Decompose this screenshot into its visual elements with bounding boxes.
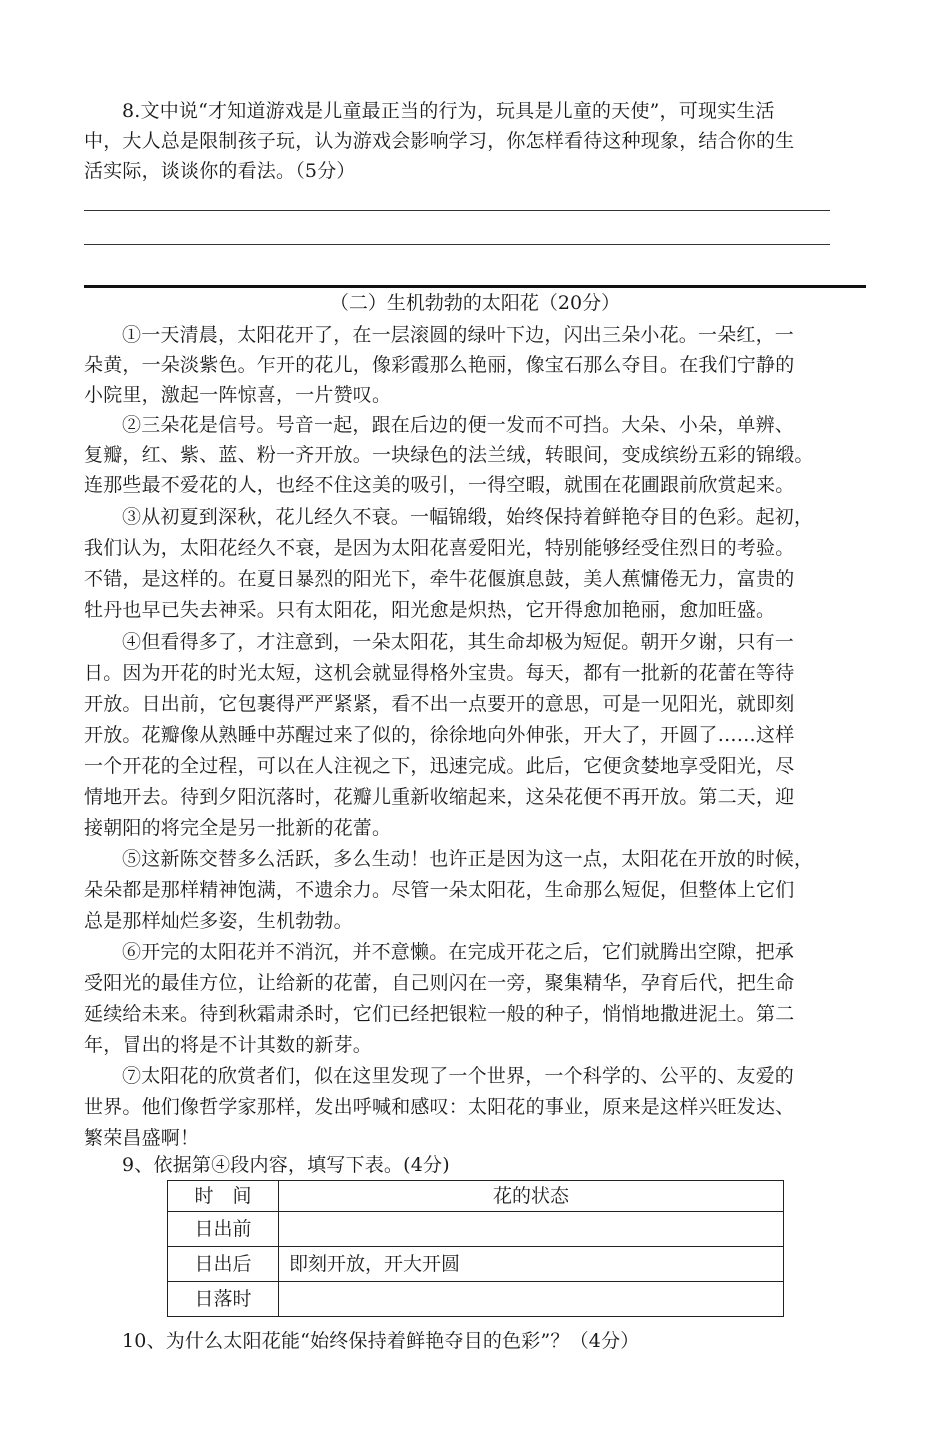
q8-line-1: 8.文中说“才知道游戏是儿童最正当的行为，玩具是儿童的天使”，可现实生活 [122,100,775,122]
q9-prompt: 9、依据第④段内容，填写下表。(4分) [122,1154,450,1176]
table-cell-answer[interactable] [279,1282,784,1317]
table-cell-answer[interactable] [279,1212,784,1247]
table-row [168,1212,784,1247]
paragraph-line: 牡丹也早已失去神采。只有太阳花，阳光愈是炽热，它开得愈加艳丽，愈加旺盛。 [84,599,776,621]
flower-state-table [167,1180,784,1317]
paragraph-line: ⑤这新陈交替多么活跃，多么生动！也许正是因为这一点，太阳花在开放的时候， [122,848,814,870]
paragraph-line: 世界。他们像哲学家那样，发出呼喊和感叹：太阳花的事业，原来是这样兴旺发达、 [84,1096,795,1118]
table-cell-time: 日出后 [168,1247,279,1282]
paragraph-line: 朵黄，一朵淡紫色。乍开的花儿，像彩霞那么艳丽，像宝石那么夺目。在我们宁静的 [84,354,795,376]
paragraph-line: 年，冒出的将是不计其数的新芽。 [84,1034,373,1056]
table-cell-time: 日落时 [168,1282,279,1317]
table-header-row [168,1181,784,1212]
answer-line[interactable] [84,244,830,245]
paragraph-line: 朵朵都是那样精神饱满，不遗余力。尽管一朵太阳花，生命那么短促，但整体上它们 [84,879,795,901]
q10-prompt: 10、为什么太阳花能“始终保持着鲜艳夺目的色彩”？（4分） [122,1330,640,1352]
paragraph-line: 受阳光的最佳方位，让给新的花蕾，自己则闪在一旁，聚集精华，孕育后代，把生命 [84,972,795,994]
table-cell-answer[interactable]: 即刻开放，开大开圆 [279,1247,784,1282]
table-header-state: 花的状态 [279,1181,784,1212]
paragraph-line: 开放。花瓣像从熟睡中苏醒过来了似的，徐徐地向外伸张，开大了，开圆了……这样 [84,724,795,746]
paragraph-line: 情地开去。待到夕阳沉落时，花瓣儿重新收缩起来，这朵花便不再开放。第二天，迎 [84,786,795,808]
paragraph-line: ①一天清晨，太阳花开了，在一层滚圆的绿叶下边，闪出三朵小花。一朵红，一 [122,324,795,346]
paragraph-line: 接朝阳的将完全是另一批新的花蕾。 [84,817,392,839]
paragraph-line: 延续给未来。待到秋霜肃杀时，它们已经把银粒一般的种子，悄悄地撒进泥土。第二 [84,1003,795,1025]
q8-line-3: 活实际，谈谈你的看法。（5分） [84,160,356,182]
paragraph-line: 开放。日出前，它包裹得严严紧紧，看不出一点要开的意思，可是一见阳光，就即刻 [84,693,795,715]
answer-line[interactable] [84,210,830,211]
section-title: （二）生机勃勃的太阳花（20分） [329,292,621,314]
paragraph-line: ②三朵花是信号。号音一起，跟在后边的便一发而不可挡。大朵、小朵，单辨、 [122,414,795,436]
paragraph-line: 复瓣，红、紫、蓝、粉一齐开放。一块绿色的法兰绒，转眼间，变成缤纷五彩的锦缎。 [84,444,814,466]
table-cell-time: 日出前 [168,1212,279,1247]
table-header-time: 时 间 [168,1181,279,1212]
q8-line-2: 中，大人总是限制孩子玩，认为游戏会影响学习，你怎样看待这种现象，结合你的生 [84,130,795,152]
paragraph-line: 小院里，激起一阵惊喜，一片赞叹。 [84,384,392,406]
paragraph-line: ④但看得多了，才注意到，一朵太阳花，其生命却极为短促。朝开夕谢，只有一 [122,631,795,653]
paragraph-line: ⑦太阳花的欣赏者们，似在这里发现了一个世界，一个科学的、公平的、友爱的 [122,1065,795,1087]
paragraph-line: ③从初夏到深秋，花儿经久不衰。一幅锦缎，始终保持着鲜艳夺目的色彩。起初， [122,506,814,528]
table-row [168,1282,784,1317]
paragraph-line: ⑥开完的太阳花并不消沉，并不意懒。在完成开花之后，它们就腾出空隙，把承 [122,941,795,963]
paragraph-line: 连那些最不爱花的人，也经不住这美的吸引，一得空暇，就围在花圃跟前欣赏起来。 [84,474,795,496]
table-row [168,1247,784,1282]
paragraph-line: 总是那样灿烂多姿，生机勃勃。 [84,910,353,932]
paragraph-line: 日。因为开花的时光太短，这机会就显得格外宝贵。每天，都有一批新的花蕾在等待 [84,662,795,684]
paragraph-line: 我们认为，太阳花经久不衰，是因为太阳花喜爱阳光，特别能够经受住烈日的考验。 [84,537,795,559]
paragraph-line: 一个开花的全过程，可以在人注视之下，迅速完成。此后，它便贪婪地享受阳光，尽 [84,755,795,777]
paragraph-line: 繁荣昌盛啊！ [84,1127,200,1149]
paragraph-line: 不错，是这样的。在夏日暴烈的阳光下，牵牛花偃旗息鼓，美人蕉慵倦无力，富贵的 [84,568,795,590]
